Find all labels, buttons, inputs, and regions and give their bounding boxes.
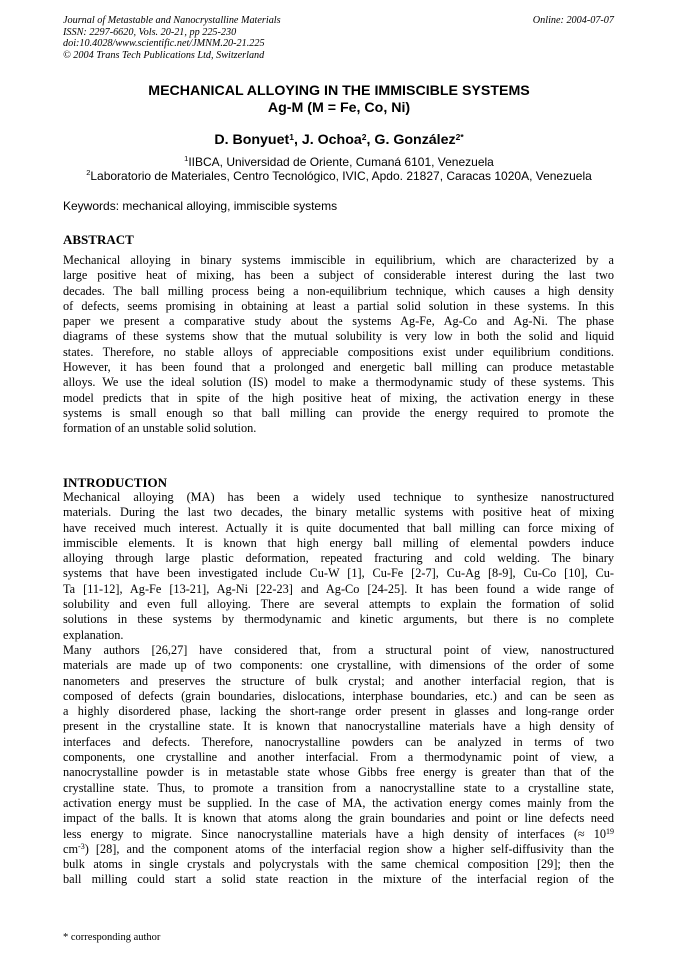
abstract-heading: ABSTRACT xyxy=(63,232,134,247)
superscript: -3 xyxy=(78,841,85,851)
text-line: alloys. We use the ideal solution (IS) model to make a thermodynamic study of these systems. This xyxy=(63,375,614,390)
text-line: a highly disordered phase, lacking the short-range order present in glasses and long-range order xyxy=(63,704,614,719)
text-line: Mechanical alloying (MA) has been a widely used technique to synthesize nanostructured xyxy=(63,490,614,504)
text-line: components, one crystalline and another interfacial. From a thermodynamic point of view, a xyxy=(63,750,614,765)
text-line: nanometers and preserves the structure of bulk crystal; and another interfacial region, that is xyxy=(63,673,614,688)
text-line: composed of defects (grain boundaries, dislocations, interphase boundaries, etc.) and can be seen as xyxy=(63,688,614,703)
text-line: Ta [11-12], Ag-Fe [13-21], Ag-Ni [22-23] and Ag-Co [24-25]. It has been found a wide range of xyxy=(63,581,614,596)
text-line: Mechanical alloying in binary systems immiscible in equilibrium, which are characterized by a xyxy=(63,253,614,267)
introduction-paragraph-1 xyxy=(63,490,614,643)
text-line: materials are made up of two components: one crystalline, with dimensions of the order of some xyxy=(63,658,614,673)
author-separator: , xyxy=(366,132,375,148)
author-name: D. Bonyuet xyxy=(214,132,290,148)
text-line: activation energy must be supplied. In the case of MA, the activation energy comes mainly from the xyxy=(63,795,614,810)
text-line: solutions in these systems by thermodynamic and kinetic arguments, but there is no complete xyxy=(63,612,614,627)
text-line: systems is small enough so that ball milling can provide the energy required to promote the xyxy=(63,405,614,420)
text-line: systems that have been investigated include Cu-W [1], Cu-Fe [2-7], Cu-Ag [8-9], Cu-Co [10], Cu- xyxy=(63,566,614,581)
author-name: J. Ochoa xyxy=(301,132,362,148)
paper-title xyxy=(0,83,678,117)
journal-name: Journal of Metastable and Nanocrystalline Materials xyxy=(63,15,281,26)
text-line: ball milling could start a solid state reaction in the mixture of the interfacial region of the xyxy=(63,872,614,887)
doi-line: doi:10.4028/www.scientific.net/JMNM.20-21.225 xyxy=(63,38,265,50)
copyright-line: © 2004 Trans Tech Publications Ltd, Switzerland xyxy=(63,49,265,61)
author-affiliation-mark: 2 xyxy=(361,132,367,142)
text-line: formation of an unstable solid solution. xyxy=(63,421,257,436)
affiliation-text: Laboratorio de Materiales, Centro Tecnológico, IVIC, Apdo. 21827, Caracas 1020A, Venezuela xyxy=(90,169,592,183)
title-line-1: MECHANICAL ALLOYING IN THE IMMISCIBLE SYSTEMS xyxy=(148,83,530,99)
online-date: Online: 2004-07-07 xyxy=(532,15,614,26)
author-list xyxy=(0,131,678,149)
title-line-2: Ag-M (M = Fe, Co, Ni) xyxy=(267,100,411,116)
affiliation-text: IIBCA, Universidad de Oriente, Cumaná 6101, Venezuela xyxy=(188,155,494,169)
text-line: immiscible elements. It is known that high energy ball milling of elemental powders induce xyxy=(63,535,614,550)
text-line: explanation. xyxy=(63,627,124,642)
text-line: impact of the balls. It is known that atoms along the grain boundaries and point or line defects need xyxy=(63,811,614,826)
text-line: materials. During the last two decades, the binary metallic systems with positive heat of mixing xyxy=(63,505,614,520)
text-line: of defects, seems promising in obtaining at least a partial solid solution in these systems. In this xyxy=(63,298,614,313)
text-line: have received much interest. Actually it is quite documented that ball milling can force mixing of xyxy=(63,520,614,535)
text-line: However, it has been found that a prolonged and energetic ball milling can produce metastable xyxy=(63,360,614,375)
author-affiliation-mark: 1 xyxy=(289,132,294,142)
text-line xyxy=(63,842,614,857)
footnote: * corresponding author xyxy=(63,932,161,943)
abstract-body xyxy=(63,253,614,437)
keywords: Keywords: mechanical alloying, immiscible systems xyxy=(63,199,338,213)
affiliation-mark: 2 xyxy=(86,168,91,177)
issn-line: ISSN: 2297-6620, Vols. 20-21, pp 225-230 xyxy=(63,26,237,38)
journal-info xyxy=(63,15,281,61)
text-fragment: ) [28], and the component atoms of the interfacial region show a higher self-diffusivity than the xyxy=(84,841,614,856)
text-line: Many authors [26,27] have considered that, from a structural point of view, nanostructured xyxy=(63,643,614,657)
text-line: bulk atoms in single crystals and polycrystals with the same chemical composition [29]; then the xyxy=(63,857,614,872)
text-line: model predicts that in spite of the high positive heat of mixing, the activation energy in these xyxy=(63,390,614,405)
text-fragment: less energy to migrate. Since nanocrystalline materials have a high density of interfaces (≈ 10 xyxy=(63,826,606,841)
text-line: decades. The ball milling process being a non-equilibrium technique, which causes a high density xyxy=(63,283,614,298)
text-line: large positive heat of mixing, has been a subject of considerable interest during the last two xyxy=(63,268,614,283)
superscript: 19 xyxy=(606,826,614,836)
text-line: solubility and even full alloying. There are several attempts to explain the formation of solid xyxy=(63,597,614,612)
text-line: paper we present a comparative study about the systems Ag-Fe, Ag-Co and Ag-Ni. The phase xyxy=(63,314,614,329)
text-line: diagrams of these systems show that the mutual solubility is very low in both the solid and liquid xyxy=(63,329,614,344)
affiliation-1 xyxy=(0,155,678,169)
text-line: alloying through large plastic deformation, repeated fracturing and cold welding. The binary xyxy=(63,551,614,566)
introduction-heading: INTRODUCTION xyxy=(63,475,168,490)
author-name: G. González xyxy=(374,132,456,148)
text-line: crystalline state. Thus, to promote a transition from a nanocrystalline state to a crystalline state, xyxy=(63,780,614,795)
introduction-paragraph-2 xyxy=(63,643,614,888)
author-affiliation-mark: 2* xyxy=(455,132,464,142)
affiliation-mark: 1 xyxy=(184,154,189,163)
author-separator: , xyxy=(293,132,302,148)
text-fragment: cm xyxy=(63,841,79,856)
text-line: present in the crystalline state. It is known that nanocrystalline materials have a high density of xyxy=(63,719,614,734)
text-line: states. Therefore, no stable alloys of appreciable compositions exist under equilibrium conditions. xyxy=(63,344,614,359)
text-line: interfaces and defects. Therefore, nanocrystalline powders can be analyzed in terms of two xyxy=(63,734,614,749)
text-line: nanocrystalline powder is in metastable state whose Gibbs free energy is greater than that of the xyxy=(63,765,614,780)
affiliation-2 xyxy=(0,169,678,183)
text-line xyxy=(63,827,614,842)
